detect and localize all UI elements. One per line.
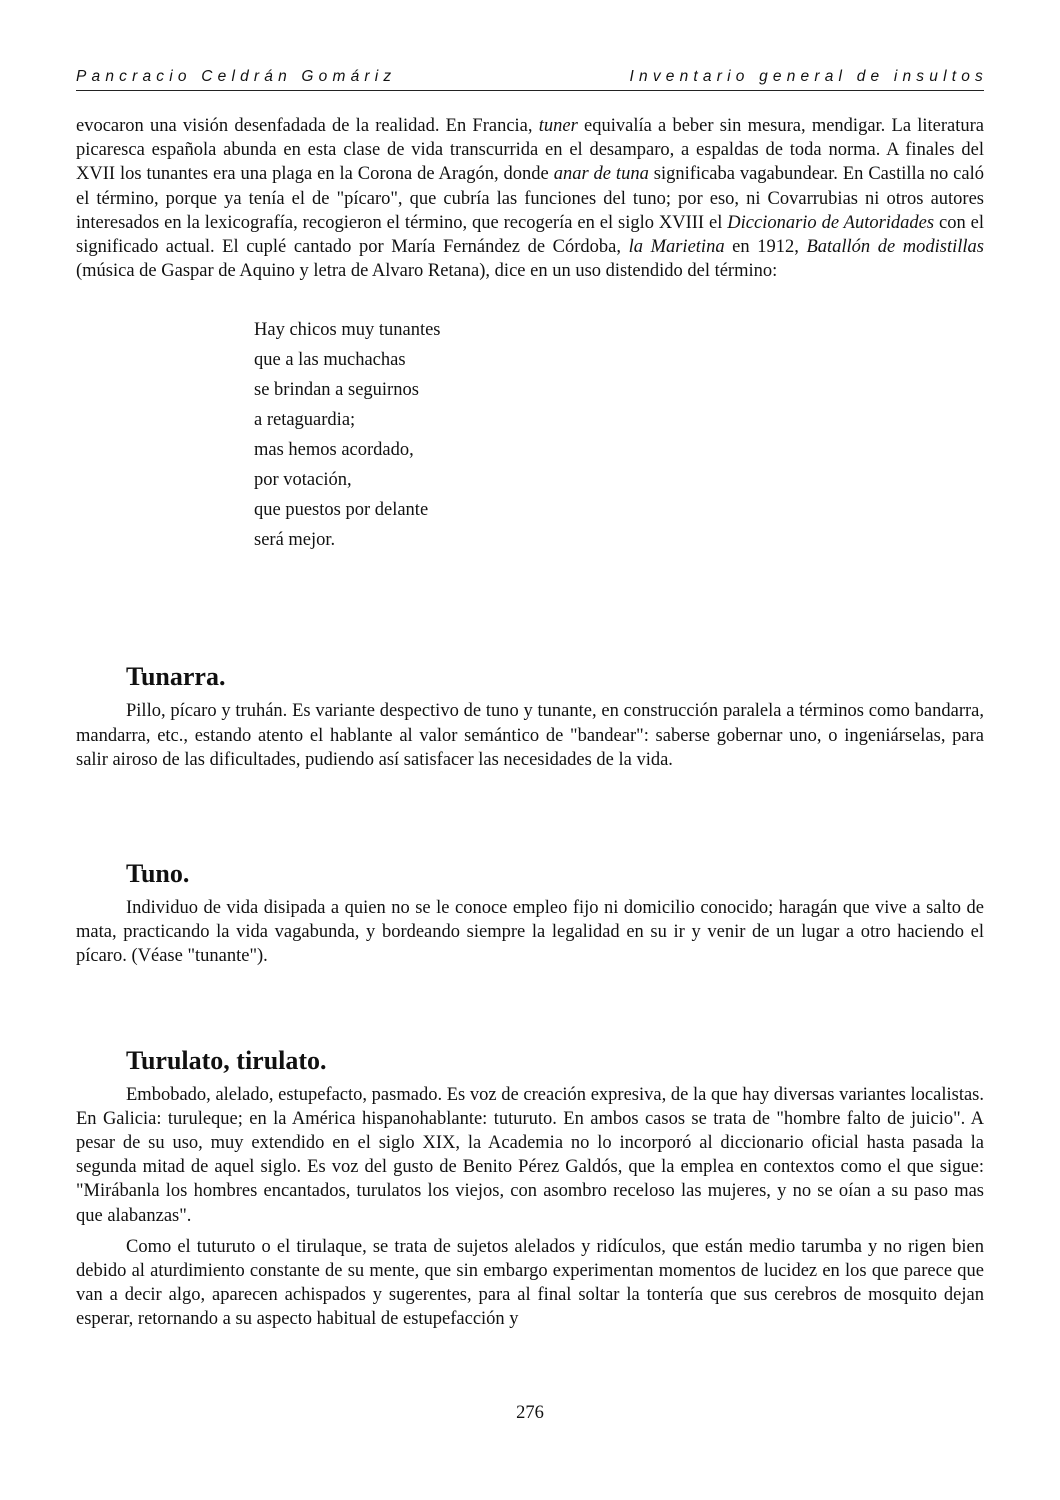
entry-body: Embobado, alelado, estupefacto, pasmado. Es voz de creación expresiva, de la que hay diversas variantes localistas. En Galicia: turuleque; en la América hispanohablante: tuturuto. En ambos casos se trata de "hombre falto de juicio". A pesar de su uso, muy extendido en el siglo XIX, la Academia no lo incorporó al diccionario oficial hasta pasada la segunda mitad de aquel siglo. Es voz del gusto de Benito Pérez Galdós, que la emplea en contextos como el que sigue: "Mirábanla los hombres encantados, turulatos los viejos, con asombro receloso las mujeres, y no se oían a su paso mas que alabanzas". [76, 1084, 984, 1226]
name-marietina: la Marietina [628, 237, 725, 258]
page-number: 276 [516, 1403, 544, 1423]
header-book-title: Inventario general de insultos [629, 68, 988, 85]
title-batallon: Batallón de modistillas [806, 237, 985, 258]
intro-text-5: en 1912, [724, 237, 807, 258]
poem-line: será mejor. [254, 530, 336, 551]
entry-body: Pillo, pícaro y truhán. Es variante despectivo de tuno y tunante, en construcción paralela a términos como bandarra, mandarra, etc., estando atento el hablante al valor semántico de "bandear": saberse gobernar uno, o ingeniárselas, para salir airoso de las dificultades, pudiendo así satisfacer las necesidades de la vida. [76, 701, 984, 770]
entry-title: Tunarra. [126, 662, 226, 692]
term-anar-de-tuna: anar de tuna [553, 164, 649, 185]
term-tuner: tuner [538, 116, 578, 136]
intro-text-4: con el significado actual. El cuplé cantado por María Fernández de Córdoba, [76, 212, 984, 258]
poem-line: por votación, [254, 470, 352, 491]
entry-turulato [76, 1045, 984, 1332]
intro-text-6: (música de Gaspar de Aquino y letra de Alvaro Retana), dice en un uso distendido del término: [76, 261, 778, 282]
poem-quote [254, 315, 984, 555]
poem-line: a retaguardia; [254, 410, 356, 431]
entry-body-continued: Como el tuturuto o el tirulaque, se trata de sujetos alelados y ridículos, que están medio tarumba y no rigen bien debido al aturdimiento constante de su mente, que sin embargo experimentan momentos de lucidez en los que parece que van a decir algo, aparecen achispados y sugerentes, para al final soltar la tontería que sus cerebros de mosquito dejan esperar, retornando a su aspecto habitual de estupefacción y [76, 1236, 984, 1330]
poem-line: que puestos por delante [254, 500, 429, 521]
poem-line: se brindan a seguirnos [254, 380, 419, 401]
entry-title: Turulato, tirulato. [126, 1045, 327, 1075]
entry-tunarra [76, 661, 984, 772]
intro-text-3: significaba vagabundear. En Castilla no caló el término, porque ya tenía el de "pícaro", que cubría las funciones del tuno; por eso, ni Covarrubias ni otros autores interesados en la lexicografía, recogieron el término, que recogería en el siglo XVIII el [76, 164, 984, 233]
intro-text-2: equivalía a beber sin mesura, mendigar. La literatura picaresca española abunda en esta clase de vida transcurrida en el desamparo, a espaldas de toda norma. A finales del XVII los tunantes era una plaga en la Corona de Aragón, donde [76, 116, 985, 185]
poem-line: que a las muchachas [254, 350, 406, 371]
entry-body: Individuo de vida disipada a quien no se le conoce empleo fijo ni domicilio conocido; haragán que vive a salto de mata, practicando la vida vagabunda, y bordeando siempre la legalidad en su ir y venir de un lugar a otro haciendo el pícaro. (Véase "tunante"). [76, 898, 984, 967]
entry-title: Tuno. [126, 859, 190, 889]
poem-line: Hay chicos muy tunantes [254, 320, 441, 341]
intro-text-1: evocaron una visión desenfadada de la realidad. En Francia, [76, 116, 539, 136]
header-author: Pancracio Celdrán Gomáriz [76, 68, 397, 85]
title-diccionario: Diccionario de Autoridades [727, 212, 935, 233]
intro-paragraph [76, 114, 984, 283]
page-body [76, 114, 984, 1332]
poem-line: mas hemos acordado, [254, 440, 414, 461]
running-header [76, 68, 988, 91]
entry-tuno [76, 858, 984, 969]
